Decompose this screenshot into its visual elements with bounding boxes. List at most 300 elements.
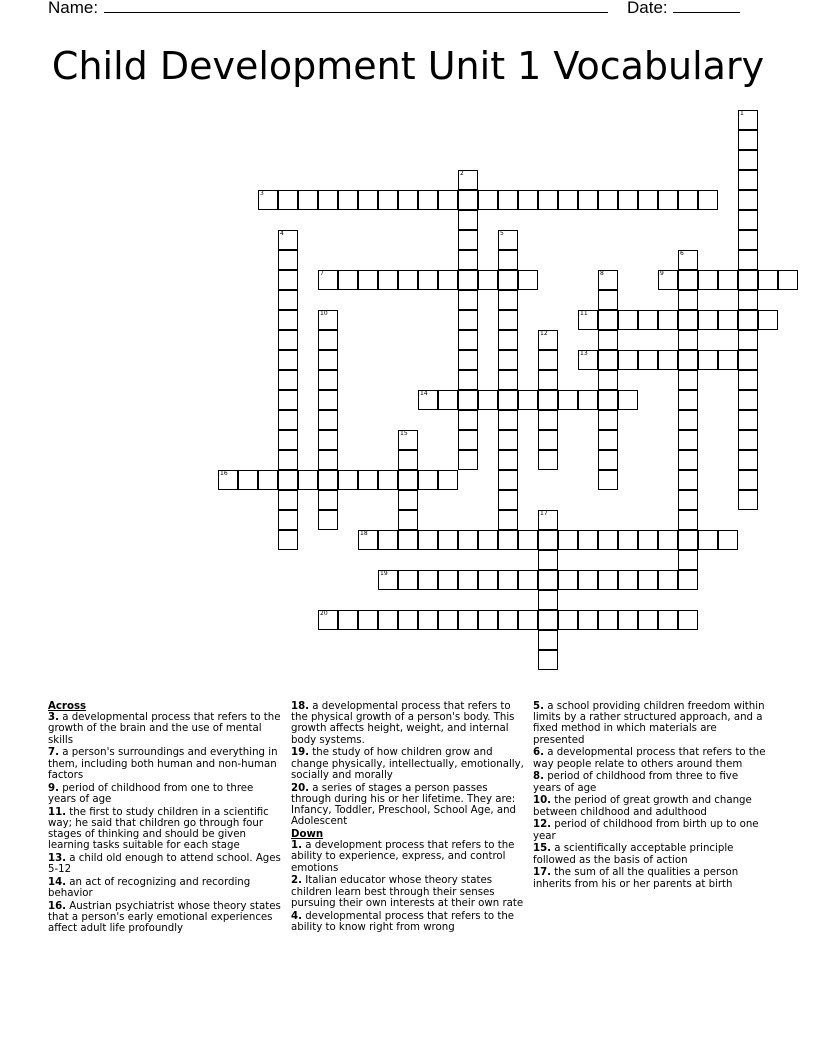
crossword-cell[interactable] [638,310,658,330]
crossword-cell[interactable] [718,270,738,290]
crossword-cell[interactable] [618,310,638,330]
date-label: Date: [627,0,668,17]
clue-text: a series of stages a person passes through during his or her lifetime. They are: Infancy, Toddler, Preschool, School Age, and Adolescent [291,782,517,828]
clue-number-label: 15 [400,430,408,437]
crossword-cell[interactable] [418,470,438,490]
crossword-cell[interactable] [738,370,758,390]
crossword-cell[interactable] [318,610,338,630]
crossword-cell[interactable] [598,470,618,490]
crossword-cell[interactable] [658,310,678,330]
crossword-cell[interactable] [318,270,338,290]
crossword-cell[interactable] [318,370,338,390]
clue-text: the period of great growth and change between childhood and adulthood [533,795,752,818]
across-clue [48,712,284,746]
crossword-cell[interactable] [318,190,338,210]
crossword-cell[interactable] [538,450,558,470]
crossword-cell[interactable] [318,330,338,350]
crossword-cell[interactable] [658,270,678,290]
crossword-cell[interactable] [258,190,278,210]
across-clue [48,783,284,805]
clue-number-label: 8 [600,270,604,277]
crossword-cell[interactable] [638,190,658,210]
crossword-cell[interactable] [538,590,558,610]
crossword-cell[interactable] [678,370,698,390]
crossword-cell[interactable] [678,350,698,370]
crossword-cell[interactable] [278,410,298,430]
crossword-cell[interactable] [458,410,478,430]
crossword-cell[interactable] [238,470,258,490]
crossword-cell[interactable] [278,270,298,290]
crossword-cell[interactable] [338,190,358,210]
crossword-cell[interactable] [558,530,578,550]
crossword-cell[interactable] [558,190,578,210]
crossword-cell[interactable] [678,410,698,430]
clue-number: 3. [48,712,59,724]
clue-number: 9. [48,782,59,794]
crossword-cell[interactable] [358,610,378,630]
crossword-cell[interactable] [398,470,418,490]
crossword-cell[interactable] [538,350,558,370]
crossword-cell[interactable] [278,510,298,530]
crossword-cell[interactable] [598,610,618,630]
crossword-cell[interactable] [278,490,298,510]
crossword-cell[interactable] [598,410,618,430]
crossword-cell[interactable] [498,270,518,290]
crossword-cell[interactable] [498,190,518,210]
crossword-cell[interactable] [498,570,518,590]
across-clue [48,901,284,935]
crossword-cell[interactable] [518,610,538,630]
crossword-cell[interactable] [538,370,558,390]
crossword-cell[interactable] [738,130,758,150]
crossword-cell[interactable] [678,450,698,470]
crossword-cell[interactable] [318,430,338,450]
crossword-cell[interactable] [738,450,758,470]
crossword-cell[interactable] [678,290,698,310]
crossword-cell[interactable] [498,430,518,450]
crossword-cell[interactable] [598,370,618,390]
crossword-cell[interactable] [338,470,358,490]
crossword-cell[interactable] [498,610,518,630]
crossword-cell[interactable] [338,610,358,630]
crossword-cell[interactable] [638,530,658,550]
crossword-cell[interactable] [498,410,518,430]
crossword-cell[interactable] [358,270,378,290]
crossword-cell[interactable] [458,290,478,310]
crossword-cell[interactable] [538,570,558,590]
crossword-cell[interactable] [598,270,618,290]
crossword-cell[interactable] [358,530,378,550]
crossword-cell[interactable] [438,610,458,630]
crossword-cell[interactable] [678,550,698,570]
crossword-cell[interactable] [258,470,278,490]
crossword-cell[interactable] [578,610,598,630]
crossword-cell[interactable] [698,270,718,290]
crossword-cell[interactable] [538,410,558,430]
crossword-cell[interactable] [418,530,438,550]
crossword-cell[interactable] [338,270,358,290]
crossword-cell[interactable] [458,230,478,250]
crossword-cell[interactable] [598,190,618,210]
crossword-cell[interactable] [738,190,758,210]
crossword-cell[interactable] [498,470,518,490]
crossword-cell[interactable] [518,190,538,210]
crossword-cell[interactable] [378,570,398,590]
crossword-cell[interactable] [498,490,518,510]
clue-number: 14. [48,877,67,889]
crossword-cell[interactable] [498,390,518,410]
name-label: Name: [48,0,99,17]
crossword-cell[interactable] [558,570,578,590]
crossword-cell[interactable] [538,530,558,550]
crossword-cell[interactable] [738,430,758,450]
clue-number-label: 13 [580,350,588,357]
crossword-cell[interactable] [458,210,478,230]
crossword-cell[interactable] [618,570,638,590]
across-clue [291,701,527,746]
crossword-cell[interactable] [738,350,758,370]
crossword-cell[interactable] [558,610,578,630]
crossword-cell[interactable] [458,250,478,270]
crossword-cell[interactable] [398,510,418,530]
crossword-cell[interactable] [598,530,618,550]
clue-text: a school providing children freedom within limits by a rather structured approach, and a fixed method in which materials are presented [533,701,765,746]
clue-number-label: 2 [460,170,464,177]
crossword-cell[interactable] [278,370,298,390]
crossword-cell[interactable] [458,430,478,450]
clue-column-1 [48,701,284,936]
crossword-cell[interactable] [598,430,618,450]
crossword-cell[interactable] [478,390,498,410]
crossword-cell[interactable] [478,610,498,630]
crossword-cell[interactable] [698,190,718,210]
crossword-cell[interactable] [378,530,398,550]
crossword-cell[interactable] [538,510,558,530]
crossword-cell[interactable] [598,290,618,310]
clue-number-label: 3 [260,190,264,197]
crossword-cell[interactable] [458,530,478,550]
crossword-cell[interactable] [298,470,318,490]
crossword-cell[interactable] [518,270,538,290]
crossword-cell[interactable] [478,570,498,590]
crossword-cell[interactable] [658,190,678,210]
down-clue [533,795,769,817]
crossword-cell[interactable] [598,330,618,350]
crossword-cell[interactable] [278,430,298,450]
crossword-cell[interactable] [678,510,698,530]
crossword-cell[interactable] [378,190,398,210]
crossword-cell[interactable] [598,390,618,410]
crossword-cell[interactable] [618,530,638,550]
crossword-cell[interactable] [438,390,458,410]
clue-text: a developmental process that refers to the growth of the brain and the use of mental skills [48,712,281,746]
clue-number: 16. [48,901,67,913]
crossword-cell[interactable] [278,390,298,410]
clue-text: a developmental process that refers to the way people relate to others around them [533,747,766,770]
crossword-cell[interactable] [358,190,378,210]
crossword-cell[interactable] [418,390,438,410]
crossword-cell[interactable] [718,310,738,330]
down-clue [533,747,769,769]
crossword-cell[interactable] [758,310,778,330]
clue-number: 5. [533,701,544,712]
crossword-cell[interactable] [718,350,738,370]
clue-number-label: 7 [320,270,324,277]
crossword-cell[interactable] [298,190,318,210]
crossword-cell[interactable] [318,470,338,490]
crossword-cell[interactable] [498,450,518,470]
down-clue [533,701,769,746]
crossword-cell[interactable] [478,270,498,290]
clue-text: period of childhood from one to three years of age [48,782,254,805]
crossword-cell[interactable] [438,270,458,290]
crossword-cell[interactable] [498,350,518,370]
crossword-cell[interactable] [458,570,478,590]
across-clue [48,853,284,875]
crossword-cell[interactable] [398,610,418,630]
crossword-cell[interactable] [698,310,718,330]
across-clue [291,783,527,828]
crossword-cell[interactable] [518,570,538,590]
crossword-cell[interactable] [618,190,638,210]
crossword-cell[interactable] [578,190,598,210]
crossword-cell[interactable] [678,610,698,630]
crossword-cell[interactable] [578,310,598,330]
across-heading: Across [48,701,87,712]
crossword-cell[interactable] [698,350,718,370]
crossword-cell[interactable] [438,470,458,490]
crossword-cell[interactable] [458,350,478,370]
clue-number-label: 6 [680,250,684,257]
clue-number-label: 17 [540,510,548,517]
crossword-cell[interactable] [738,110,758,130]
crossword-cell[interactable] [458,270,478,290]
clue-number: 19. [291,747,310,759]
crossword-cell[interactable] [678,270,698,290]
crossword-cell[interactable] [638,570,658,590]
crossword-cell[interactable] [658,350,678,370]
crossword-cell[interactable] [678,250,698,270]
crossword-cell[interactable] [278,450,298,470]
crossword-cell[interactable] [278,230,298,250]
down-clue [291,911,527,933]
crossword-cell[interactable] [738,490,758,510]
crossword-cell[interactable] [458,370,478,390]
crossword-cell[interactable] [738,150,758,170]
crossword-cell[interactable] [278,310,298,330]
crossword-cell[interactable] [398,570,418,590]
crossword-cell[interactable] [398,270,418,290]
crossword-cell[interactable] [458,450,478,470]
crossword-cell[interactable] [398,430,418,450]
crossword-cell[interactable] [498,510,518,530]
clue-text: a child old enough to attend school. Ages 5-12 [48,853,281,876]
crossword-cell[interactable] [538,610,558,630]
crossword-cell[interactable] [498,290,518,310]
crossword-cell[interactable] [618,350,638,370]
crossword-cell[interactable] [538,390,558,410]
clue-text: Austrian psychiatrist whose theory states that a person's early emotional experiences affect adult life profoundly [48,901,281,935]
crossword-cell[interactable] [678,310,698,330]
crossword-cell[interactable] [578,390,598,410]
crossword-cell[interactable] [558,390,578,410]
crossword-cell[interactable] [358,470,378,490]
crossword-cell[interactable] [538,330,558,350]
crossword-cell[interactable] [438,570,458,590]
crossword-cell[interactable] [578,530,598,550]
clue-number: 18. [291,701,310,712]
crossword-cell[interactable] [278,530,298,550]
crossword-cell[interactable] [578,570,598,590]
crossword-cell[interactable] [438,530,458,550]
clue-text: a development process that refers to the ability to experience, express, and control emotions [291,840,515,874]
crossword-cell[interactable] [478,190,498,210]
crossword-cell[interactable] [218,470,238,490]
clue-number-label: 14 [420,390,428,397]
clue-text: period of childhood from three to five years of age [533,771,739,794]
crossword-cell[interactable] [698,530,718,550]
clue-text: the first to study children in a scientific way; he said that children go through four stages of thinking and should be given learning tasks suitable for each stage [48,806,269,852]
crossword-cell[interactable] [318,450,338,470]
crossword-cell[interactable] [458,610,478,630]
crossword-cell[interactable] [378,470,398,490]
crossword-cell[interactable] [738,290,758,310]
crossword-cell[interactable] [598,450,618,470]
crossword-cell[interactable] [618,610,638,630]
crossword-cell[interactable] [498,370,518,390]
crossword-cell[interactable] [738,210,758,230]
crossword-cell[interactable] [278,190,298,210]
clue-number: 6. [533,747,544,759]
crossword-cell[interactable] [438,190,458,210]
crossword-cell[interactable] [398,190,418,210]
clue-text: a person's surroundings and everything in them, including both human and non-human factors [48,747,278,781]
crossword-cell[interactable] [318,490,338,510]
crossword-cell[interactable] [498,530,518,550]
crossword-cell[interactable] [598,310,618,330]
crossword-cell[interactable] [578,350,598,370]
crossword-cell[interactable] [458,190,478,210]
clue-number-label: 20 [320,610,328,617]
crossword-cell[interactable] [738,410,758,430]
crossword-cell[interactable] [538,550,558,570]
crossword-cell[interactable] [318,390,338,410]
crossword-cell[interactable] [738,250,758,270]
crossword-cell[interactable] [738,230,758,250]
crossword-cell[interactable] [498,250,518,270]
crossword-cell[interactable] [318,350,338,370]
crossword-cell[interactable] [318,510,338,530]
crossword-cell[interactable] [658,530,678,550]
crossword-cell[interactable] [418,570,438,590]
crossword-cell[interactable] [278,350,298,370]
crossword-cell[interactable] [678,190,698,210]
down-clue [533,843,769,865]
crossword-cell[interactable] [458,310,478,330]
crossword-cell[interactable] [718,530,738,550]
crossword-cell[interactable] [638,350,658,370]
crossword-cell[interactable] [758,270,778,290]
clue-number-label: 12 [540,330,548,337]
crossword-cell[interactable] [498,330,518,350]
crossword-cell[interactable] [678,390,698,410]
crossword-cell[interactable] [278,330,298,350]
crossword-cell[interactable] [658,570,678,590]
crossword-cell[interactable] [478,530,498,550]
crossword-cell[interactable] [278,250,298,270]
clue-text: a developmental process that refers to the physical growth of a person's body. This growth affects height, weight, and internal body systems. [291,701,515,746]
clue-text: period of childhood from birth up to one year [533,819,759,842]
crossword-cell[interactable] [598,350,618,370]
crossword-cell[interactable] [678,470,698,490]
crossword-cell[interactable] [458,330,478,350]
crossword-cell[interactable] [538,430,558,450]
crossword-cell[interactable] [278,290,298,310]
crossword-cell[interactable] [518,530,538,550]
crossword-cell[interactable] [458,390,478,410]
crossword-cell[interactable] [458,170,478,190]
crossword-cell[interactable] [738,310,758,330]
crossword-cell[interactable] [678,490,698,510]
crossword-cell[interactable] [498,230,518,250]
crossword-cell[interactable] [418,270,438,290]
crossword-cell[interactable] [738,170,758,190]
crossword-cell[interactable] [658,610,678,630]
across-clue [48,747,284,781]
crossword-cell[interactable] [418,610,438,630]
crossword-cell[interactable] [598,570,618,590]
crossword-cell[interactable] [738,330,758,350]
crossword-cell[interactable] [738,470,758,490]
crossword-cell[interactable] [778,270,798,290]
clue-number: 13. [48,853,67,865]
crossword-cell[interactable] [738,390,758,410]
clue-number-label: 1 [740,110,744,117]
crossword-cell[interactable] [538,190,558,210]
crossword-cell[interactable] [538,630,558,650]
crossword-cell[interactable] [618,390,638,410]
crossword-cell[interactable] [378,270,398,290]
crossword-cell[interactable] [398,490,418,510]
crossword-cell[interactable] [638,610,658,630]
clue-number: 12. [533,819,552,831]
crossword-cell[interactable] [378,610,398,630]
crossword-cell[interactable] [678,530,698,550]
crossword-cell[interactable] [418,190,438,210]
crossword-cell[interactable] [678,330,698,350]
crossword-cell[interactable] [318,310,338,330]
clue-number: 4. [291,910,302,922]
down-clue [291,875,527,909]
clue-number: 7. [48,747,59,759]
crossword-cell[interactable] [498,310,518,330]
crossword-cell[interactable] [278,470,298,490]
clue-number-label: 9 [660,270,664,277]
crossword-cell[interactable] [398,530,418,550]
crossword-cell[interactable] [398,450,418,470]
clue-number-label: 10 [320,310,328,317]
crossword-cell[interactable] [678,430,698,450]
crossword-cell[interactable] [678,570,698,590]
across-clue [48,877,284,899]
clue-number: 2. [291,875,302,887]
crossword-cell[interactable] [318,410,338,430]
crossword-cell[interactable] [518,390,538,410]
clue-number: 1. [291,840,302,852]
clue-number-label: 18 [360,530,368,537]
crossword-cell[interactable] [538,650,558,670]
crossword-cell[interactable] [738,270,758,290]
